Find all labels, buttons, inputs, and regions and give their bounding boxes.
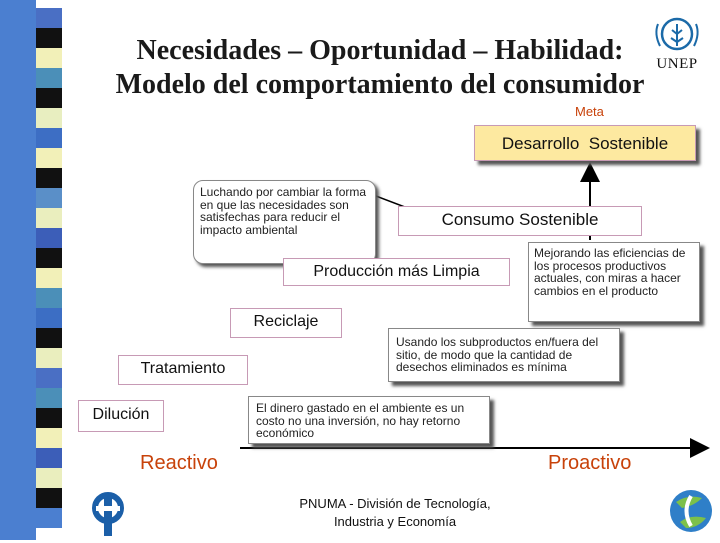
footer-credit: [290, 495, 500, 531]
dilution-label: Dilución: [92, 406, 150, 423]
treatment-label: Tratamiento: [140, 360, 226, 377]
reactive-label: Reactivo: [140, 452, 218, 474]
sustainable-consumption-label: Consumo Sostenible: [441, 210, 599, 229]
byproducts-note: Usando los subproductos en/fuera del sitio, de modo que la cantidad de desechos eliminados es mínima: [396, 335, 599, 374]
unep-wordmark: UNEP: [656, 56, 698, 72]
title-line-1: Necesidades – Oportunidad – Habilidad:: [136, 35, 624, 66]
proactive-label: Proactivo: [548, 452, 632, 474]
efficiency-note: Mejorando las eficiencias de los procesos productivos actuales, con miras a hacer cambios en el producto: [534, 246, 686, 298]
tie-logo-icon: [88, 490, 128, 538]
goal-label: Meta: [575, 104, 604, 119]
title-line-2: Modelo del comportamiento del consumidor: [115, 69, 645, 100]
globe-logo-icon: [668, 488, 714, 534]
footer-line-1: PNUMA - División de Tecnología,: [299, 496, 491, 511]
money-spent-note: El dinero gastado en el ambiente es un costo no una inversión, no hay retorno económico: [256, 401, 465, 440]
footer-line-2: Industria y Economía: [333, 514, 457, 529]
sustainable-development-label: Desarrollo Sostenible: [501, 134, 669, 153]
changing-ways-note: Luchando por cambiar la forma en que las necesidades son satisfechas para reducir el impacto ambiental: [200, 185, 367, 237]
recycling-label: Reciclaje: [253, 313, 319, 330]
cleaner-production-label: Producción más Limpia: [313, 263, 480, 280]
